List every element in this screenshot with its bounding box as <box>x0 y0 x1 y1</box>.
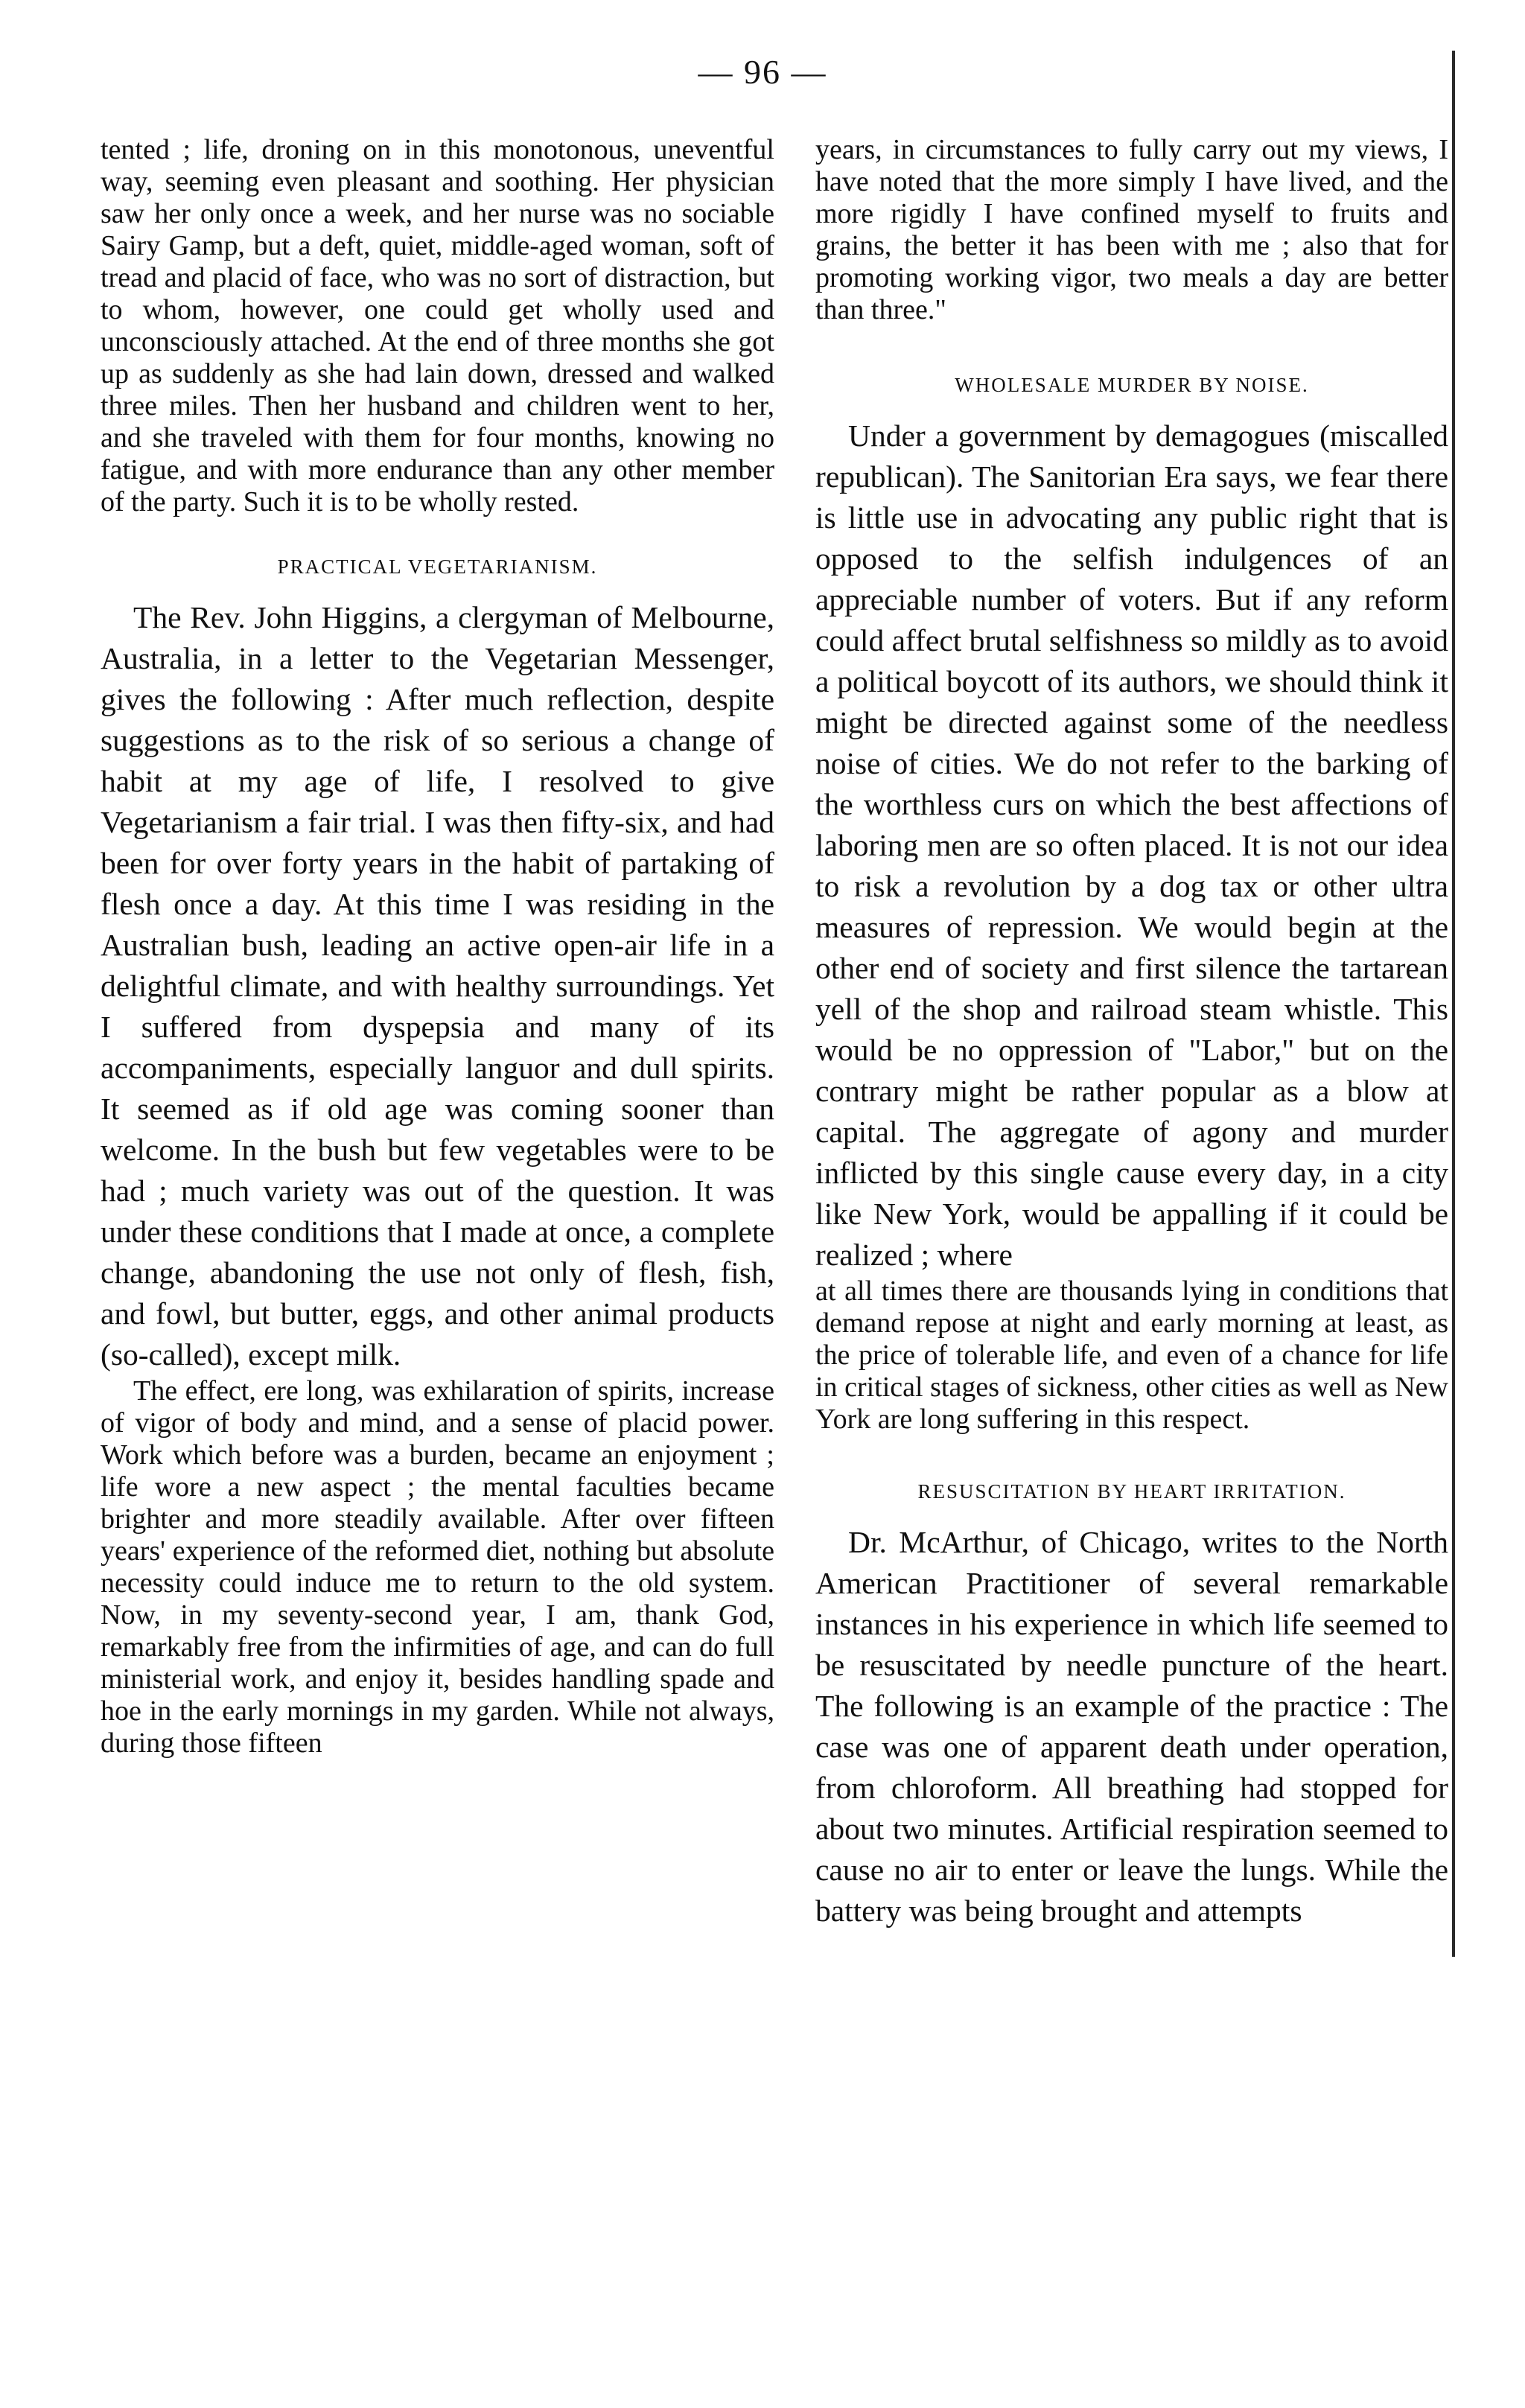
heading-resuscitation-by-heart-irritation: RESUSCITATION BY HEART IRRITATION. <box>917 1480 1346 1503</box>
left-column <box>101 134 774 1759</box>
paragraph-mcarthur-report: Dr. McArthur, of Chicago, writes to the North American Practitioner of several remarkable instances in his experience in which life seemed to be resuscitated by needle puncture of the heart. The following is an example of the practice : The case was one of apparent death under operation, from chloroform. All breathing had stopped for about two minutes. Artificial respiration seemed to cause no air to enter or leave the lungs. While the battery was being brought and attempts <box>815 1525 1448 1928</box>
paragraph-higgins-conclusion: years, in circumstances to fully carry out my views, I have noted that the more simply I have lived, and the more rigidly I have confined myself to fruits and grains, the better it has been with me ; also that for promoting working vigor, two meals a day are better than three." <box>815 134 1448 325</box>
right-column <box>815 134 1448 1931</box>
paragraph-noise-of-cities: Under a government by demagogues (miscalled republican). The Sanitorian Era says, we fear there is little use in advocating any public right that is opposed to the selfish indulgences of an appreciable number of voters. But if any reform could affect brutal selfishness so mildly as to avoid a political boycott of its authors, we should think it might be directed against some of the needless noise of cities. We do not refer to the barking of the worthless curs on which the best affections of laboring men are so often placed. It is not our idea to risk a revolution by a dog tax or other ultra measures of repression. We would begin at the other end of society and first silence the tartarean yell of the shop and railroad steam whistle. This would be no oppression of "Labor," but on the contrary might be rather popular as a blow at capital. The aggregate of agony and murder inflicted by this single cause every day, in a city like New York, would be appalling if it could be realized ; where <box>815 418 1448 1272</box>
heading-practical-vegetarianism: PRACTICAL VEGETARIANISM. <box>277 555 598 578</box>
margin-rule <box>1452 51 1455 1957</box>
page-number: — 96 — <box>698 53 827 91</box>
paragraph-higgins-letter: The Rev. John Higgins, a clergyman of Melbourne, Australia, in a letter to the Vegetarian Messenger, gives the following : After much reflection, despite suggestions as to the risk of so serious a change of habit at my age of life, I resolved to give Vegetarianism a fair trial. I was then fifty-six, and had been for over forty years in the habit of partaking of flesh once a day. At this time I was residing in the Australian bush, leading an active open-air life in a delightful climate, and with healthy surroundings. Yet I suffered from dyspepsia and many of its accompaniments, especially languor and dull spirits. It seemed as if old age was coming sooner than welcome. In the bush but few vegetables were to be had ; much variety was out of the question. It was under these conditions that I made at once, a complete change, abandoning the use not only of flesh, fish, and fowl, but butter, eggs, and other animal products (so-called), except milk. <box>101 600 774 1372</box>
paragraph-rest-cure-continued: tented ; life, droning on in this monotonous, uneventful way, seeming even pleasant and soothing. Her physician saw her only once a week, and her nurse was no sociable Sairy Gamp, but a deft, quiet, middle-aged woman, soft of tread and placid of face, who was no sort of distraction, but to whom, however, one could get wholly used and unconsciously attached. At the end of three months she got up as suddenly as she had lain down, dressed and walked three miles. Then her husband and children went to her, and she traveled with them for four months, knowing no fatigue, and with more endurance than any other member of the party. Such it is to be wholly rested. <box>101 134 774 517</box>
paragraph-noise-continued: at all times there are thousands lying in conditions that demand repose at night and early morning at least, as the price of tolerable life, and even of a chance for life in critical stages of sickness, other cities as well as New York are long suffering in this respect. <box>815 1275 1448 1435</box>
heading-wholesale-murder-by-noise: WHOLESALE MURDER BY NOISE. <box>955 374 1309 396</box>
paragraph-higgins-effect: The effect, ere long, was exhilaration of spirits, increase of vigor of body and mind, and a sense of placid power. Work which before was a burden, became an enjoyment ; life wore a new aspect ; the mental faculties became brighter and more steadily available. After over fifteen years' experience of the reformed diet, nothing but absolute necessity could induce me to return to the old system. Now, in my seventy-second year, I am, thank God, remarkably free from the infirmities of age, and can do full ministerial work, and enjoy it, besides handling spade and hoe in the early mornings in my garden. While not always, during those fifteen <box>101 1375 774 1759</box>
